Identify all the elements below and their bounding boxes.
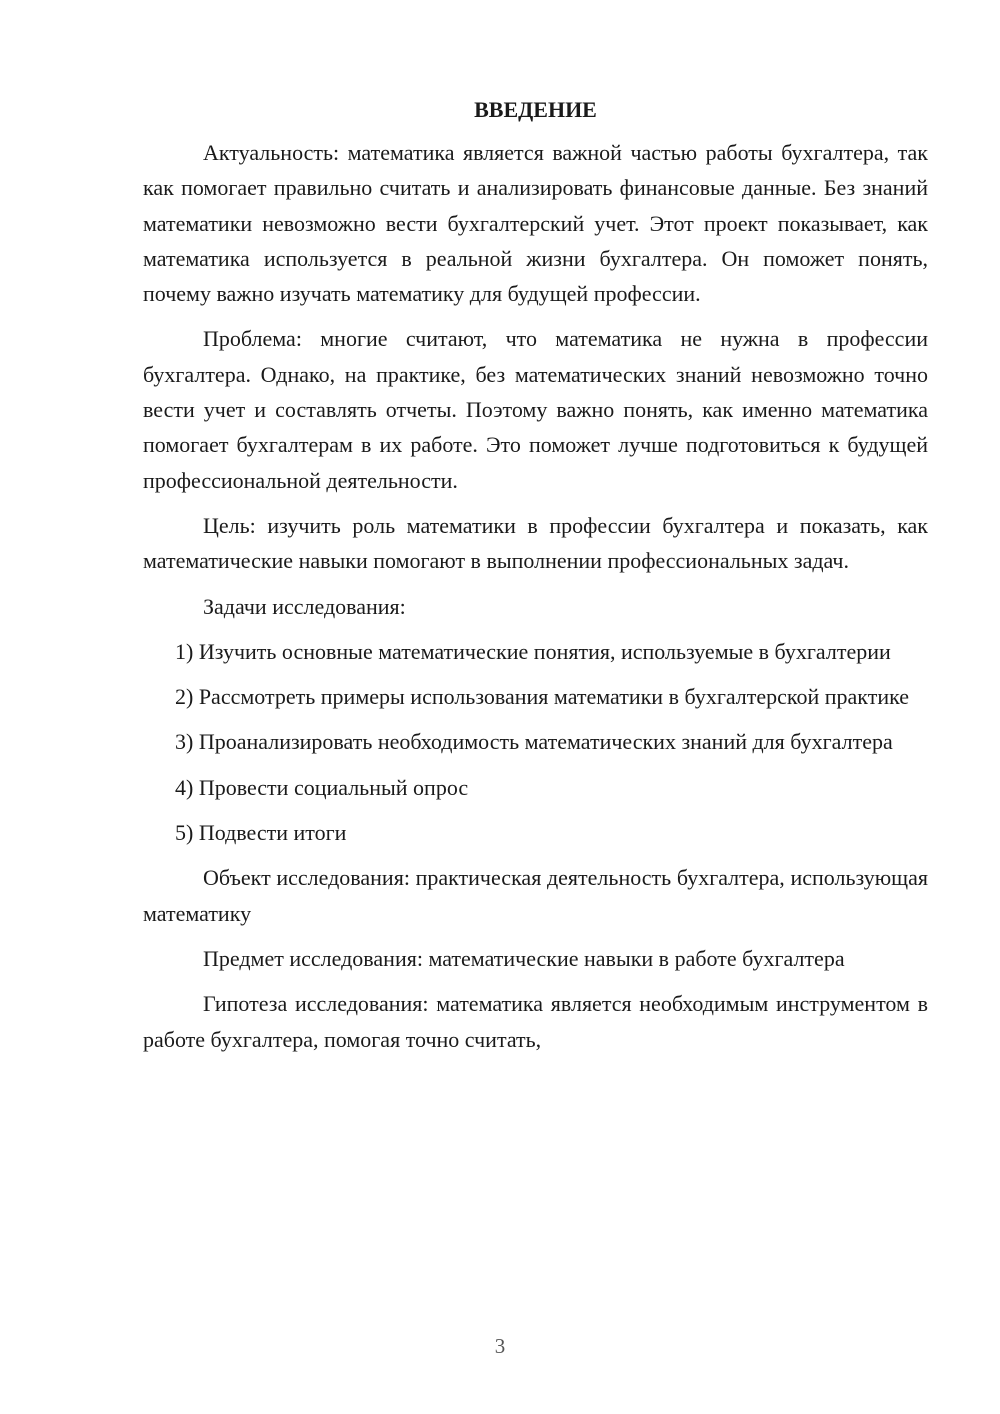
task-item-2: 2) Рассмотреть примеры использования математики в бухгалтерской практике (175, 684, 910, 710)
task-item-1: 1) Изучить основные математические понятия, используемые в бухгалтерии (175, 638, 891, 664)
paragraph-hypothesis: Гипотеза исследования: математика является необходимым инструментом в работе бухгалтера, помогая точно считать, (143, 991, 928, 1052)
page-number: 3 (494, 1334, 506, 1358)
paragraph-object: Объект исследования: практическая деятельность бухгалтера, использующая математику (143, 865, 928, 926)
task-item-3: 3) Проанализировать необходимость математических знаний для бухгалтера (175, 729, 893, 755)
task-item-5: 5) Подвести итоги (175, 820, 347, 846)
paragraph-subject: Предмет исследования: математические навыки в работе бухгалтера (203, 945, 845, 971)
paragraph-problem: Проблема: многие считают, что математика не нужна в профессии бухгалтера. Однако, на практике, без математических знаний невозможно точно вести учет и составлять отчеты. Поэтому важно понять, как именно математика помогает бухгалтерам в их работе. Это поможет лучше подготовиться к будущей профессиональной деятельности. (143, 326, 928, 493)
section-title: ВВЕДЕНИЕ (474, 97, 597, 122)
document-page (143, 92, 928, 1067)
paragraph-tasks-heading: Задачи исследования: (203, 593, 406, 619)
task-item-4: 4) Провести социальный опрос (175, 774, 469, 800)
paragraph-goal: Цель: изучить роль математики в профессии бухгалтера и показать, как математические навыки помогают в выполнении профессиональных задач. (143, 512, 928, 574)
paragraph-relevance: Актуальность: математика является важной частью работы бухгалтера, так как помогает правильно считать и анализировать финансовые данные. Без знаний математики невозможно вести бухгалтерский учет. Этот проект показывает, как математика используется в реальной жизни бухгалтера. Он поможет понять, почему важно изучать математику для будущей профессии. (143, 140, 928, 307)
